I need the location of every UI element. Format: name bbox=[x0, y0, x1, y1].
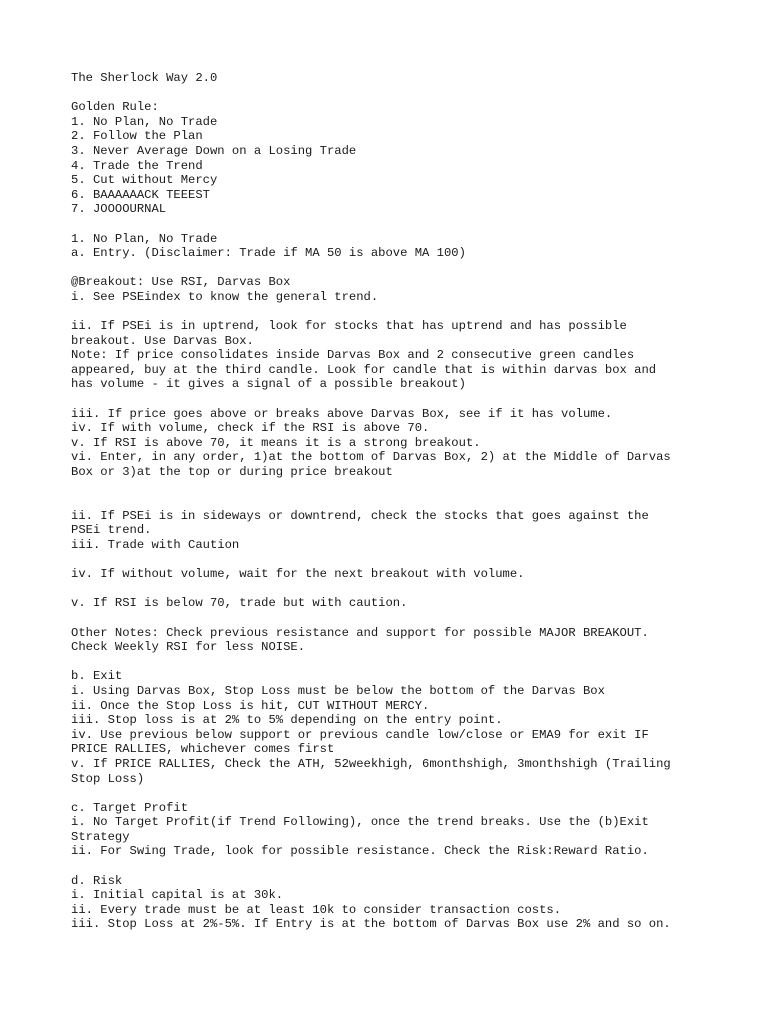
spacer bbox=[71, 217, 711, 232]
entry-line: a. Entry. (Disclaimer: Trade if MA 50 is above MA 100) bbox=[71, 246, 466, 261]
golden-rule-item: 2. Follow the Plan bbox=[71, 129, 203, 144]
sideways-line: ii. If PSEi is in sideways or downtrend, check the stocks that goes against the bbox=[71, 508, 649, 523]
spacer bbox=[71, 261, 711, 276]
golden-rule-item: 1. No Plan, No Trade bbox=[71, 114, 218, 129]
spacer bbox=[71, 480, 711, 509]
risk-line: i. Initial capital is at 30k. bbox=[71, 888, 284, 903]
golden-rule-heading: Golden Rule: bbox=[71, 100, 159, 115]
other-notes-line: Check Weekly RSI for less NOISE. bbox=[71, 640, 306, 655]
sideways-line: iii. Trade with Caution bbox=[71, 538, 240, 552]
other-notes-line: Other Notes: Check previous resistance and support for possible MAJOR BREAKOUT. bbox=[71, 625, 649, 640]
spacer bbox=[71, 553, 711, 568]
sideways-line: PSEi trend. bbox=[71, 523, 152, 538]
breakout-line: iii. If price goes above or breaks above Darvas Box, see if it has volume. bbox=[71, 406, 613, 421]
breakout-heading: @Breakout: Use RSI, Darvas Box bbox=[71, 275, 291, 290]
target-profit-line: ii. For Swing Trade, look for possible resistance. Check the Risk:Reward Ratio. bbox=[71, 844, 649, 859]
spacer bbox=[71, 305, 711, 320]
spacer bbox=[71, 86, 711, 101]
section-heading: 1. No Plan, No Trade bbox=[71, 231, 218, 246]
breakout-line: iv. If with volume, check if the RSI is above 70. bbox=[71, 421, 430, 436]
breakout-line: v. If RSI is above 70, it means it is a strong breakout. bbox=[71, 435, 481, 450]
exit-line: iv. Use previous below support or previous candle low/close or EMA9 for exit IF bbox=[71, 727, 649, 742]
golden-rule-item: 3. Never Average Down on a Losing Trade bbox=[71, 143, 357, 158]
spacer bbox=[71, 786, 711, 801]
spacer bbox=[71, 611, 711, 626]
exit-heading: b. Exit bbox=[71, 669, 123, 684]
spacer bbox=[71, 859, 711, 874]
golden-rule-item: 7. JOOOOURNAL bbox=[71, 202, 167, 217]
exit-line: Stop Loss) bbox=[71, 771, 145, 786]
breakout-note-line: Note: If price consolidates inside Darvas Box and 2 consecutive green candles bbox=[71, 348, 635, 363]
target-profit-line: i. No Target Profit(if Trend Following), once the trend breaks. Use the (b)Exit bbox=[71, 815, 649, 830]
spacer bbox=[71, 392, 711, 407]
spacer bbox=[71, 655, 711, 670]
risk-heading: d. Risk bbox=[71, 873, 123, 888]
risk-line: ii. Every trade must be at least 10k to consider transaction costs. bbox=[71, 902, 562, 917]
breakout-note-line: appeared, buy at the third candle. Look for candle that is within darvas box and bbox=[71, 362, 657, 377]
breakout-line: breakout. Use Darvas Box. bbox=[71, 333, 254, 348]
exit-line: v. If PRICE RALLIES, Check the ATH, 52weekhigh, 6monthshigh, 3monthshigh (Trailing bbox=[71, 756, 671, 771]
exit-line: iii. Stop loss is at 2% to 5% depending on the entry point. bbox=[71, 713, 503, 728]
target-profit-heading: c. Target Profit bbox=[71, 800, 189, 815]
exit-line: PRICE RALLIES, whichever comes first bbox=[71, 742, 335, 757]
breakout-note-line: has volume - it gives a signal of a possible breakout) bbox=[71, 377, 466, 392]
golden-rule-item: 6. BAAAAAACK TEEEST bbox=[71, 187, 210, 202]
exit-line: i. Using Darvas Box, Stop Loss must be below the bottom of the Darvas Box bbox=[71, 683, 605, 698]
golden-rule-item: 5. Cut without Mercy bbox=[71, 173, 218, 188]
golden-rule-item: 4. Trade the Trend bbox=[71, 158, 203, 173]
volume-line: iv. If without volume, wait for the next breakout with volume. bbox=[71, 567, 525, 582]
breakout-line: ii. If PSEi is in uptrend, look for stocks that has uptrend and has possible bbox=[71, 319, 627, 334]
breakout-line: vi. Enter, in any order, 1)at the bottom of Darvas Box, 2) at the Middle of Darvas bbox=[71, 450, 671, 465]
target-profit-line: Strategy bbox=[71, 829, 130, 844]
document-title: The Sherlock Way 2.0 bbox=[71, 71, 218, 85]
document-page bbox=[71, 71, 711, 932]
breakout-line: Box or 3)at the top or during price breakout bbox=[71, 465, 393, 480]
rsi-line: v. If RSI is below 70, trade but with caution. bbox=[71, 596, 408, 611]
risk-line: iii. Stop Loss at 2%-5%. If Entry is at the bottom of Darvas Box use 2% and so on. bbox=[71, 917, 671, 932]
breakout-line: i. See PSEindex to know the general trend. bbox=[71, 289, 379, 304]
exit-line: ii. Once the Stop Loss is hit, CUT WITHOUT MERCY. bbox=[71, 698, 430, 713]
spacer bbox=[71, 582, 711, 597]
